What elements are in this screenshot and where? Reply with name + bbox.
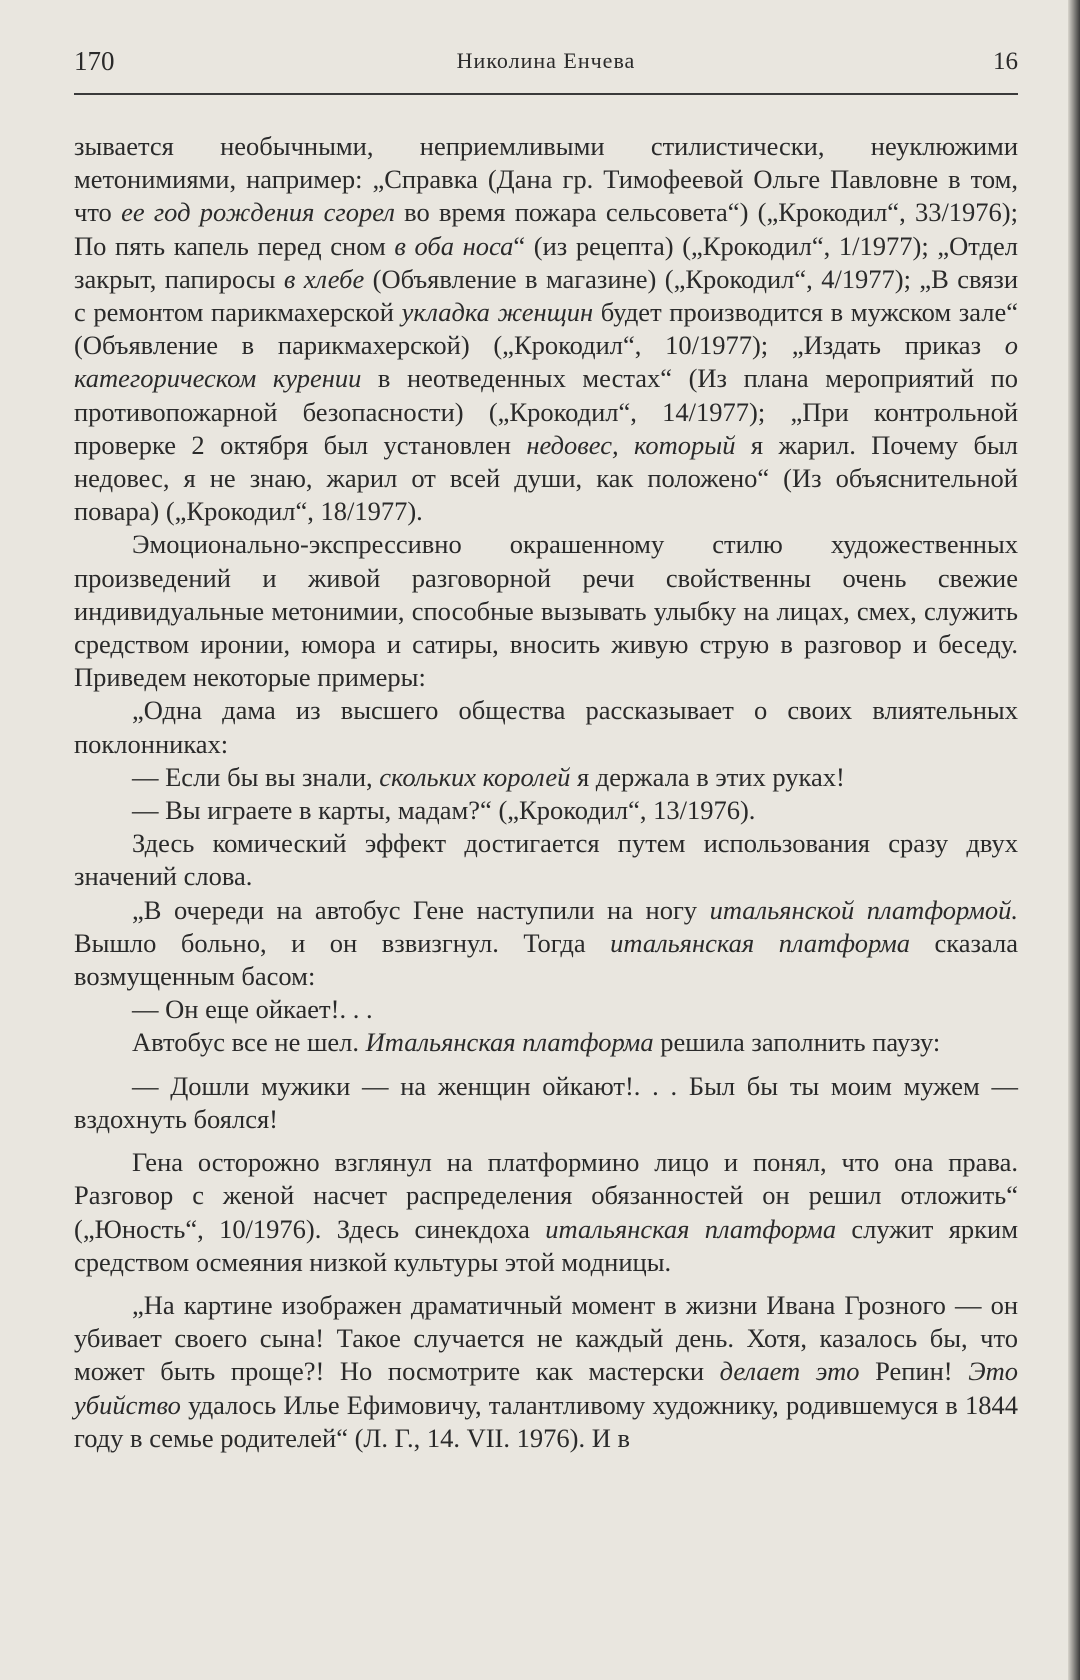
paragraph-p1 [74,130,1018,528]
text-run: во время пожара сельсовета“) („Крокодил“, 33/1976); По пять капель перед сном [74,197,1018,261]
text-run: Гена осторожно взглянул на платформино лицо и понял, что она права. Разговор с женой насчет распределения обязанностей он решил отложить“ („Юность“, 10/1976). Здесь синекдоха [74,1147,1018,1244]
text-run: — Дошли мужики — на женщин ойкают!. . . Был бы ты моим мужем — вздохнуть боялся! [74,1070,1018,1134]
paragraph-p10 [74,1070,1018,1136]
paragraph-p8 [74,993,1018,1026]
italic-phrase: Это убийство [74,1356,1018,1420]
text-run: — Он еще ойкает!. . . [132,994,373,1025]
italic-phrase: итальянской платформой. [709,894,1019,925]
italic-phrase: о категорическом курении [74,330,1018,394]
text-run: Вышло больно, и он взвизгнул. Тогда [74,927,611,958]
text-run: будет производится в мужском зале“ (Объявление в парикмахерской) („Крокодил“, 10/1977); „Издать приказ [74,297,1018,361]
paragraph-p12 [74,1289,1018,1455]
text-run: зывается необычными, неприемливыми стилистически, неуклюжими метонимиями, например: „Справка (Дана гр. Тимофеевой Ольге Павловне в том, что [74,131,1018,228]
text-run: я жарил. Почему был недовес, я не знаю, жарил от всей души, как положено“ (Из объяснительной повара) („Крокодил“, 18/1977). [74,429,1018,527]
text-run: Здесь комический эффект достигается путем использования сразу двух значений слова. [74,828,1018,892]
text-run: „Одна дама из высшего общества рассказывает о своих влиятельных поклонниках: [74,695,1018,759]
body-text [74,130,1018,1455]
italic-phrase: укладка женщин [401,297,594,328]
italic-phrase: скольких королей [379,761,571,792]
text-run: удалось Илье Ефимовичу, талантливому художнику, родившемуся в 1844 году в семье родителей“ (Л. Г., 14. VII. 1976). И в [74,1389,1018,1453]
italic-phrase: ее год рождения сгорел [121,197,395,228]
text-run: решила заполнить паузу: [653,1027,941,1058]
header-rule [74,93,1018,95]
text-run: я держала в этих руках! [570,761,845,792]
text-run: в неотведенных местах“ (Из плана мероприятий по противопожарной безопасности) („Крокодил“, 14/1977); „При контрольной проверке 2 октября был установлен [74,363,1018,460]
paragraph-p9 [74,1026,1018,1059]
text-run: Автобус все не шел. [132,1027,366,1058]
paragraph-p7 [74,894,1018,994]
text-run: Репин! [859,1356,969,1387]
book-spine-shadow [1068,0,1080,1680]
text-run: — Вы играете в карты, мадам?“ („Крокодил“, 13/1976). [132,795,756,826]
paragraph-p2 [74,528,1018,694]
text-run: — Если бы вы знали, [132,761,380,792]
italic-phrase: итальянская платформа [545,1213,837,1244]
italic-phrase: делает это [719,1356,860,1387]
text-run: сказала возмущенным басом: [74,927,1018,992]
section-number: 16 [993,48,1018,75]
paragraph-p11 [74,1146,1018,1279]
paragraph-p6 [74,827,1018,893]
running-title: Николина Енчева [456,48,636,73]
text-run: „На картине изображен драматичный момент в жизни Ивана Грозного — он убивает своего сына! Такое случается не каждый день. Хотя, казалось бы, что может быть проще?! Но посмотрите как мастерски [74,1289,1018,1387]
text-run: (Объявление в магазине) („Крокодил“, 4/1977); „В связи с ремонтом парикмахерской [74,263,1019,328]
italic-phrase: в оба носа [394,230,514,261]
text-run: „В очереди на автобус Гене наступили на ногу [132,894,710,925]
paragraph-p3 [74,694,1018,760]
text-run: служит ярким средством осмеяния низкой культуры этой модницы. [74,1213,1018,1277]
paragraph-p5 [74,794,1018,827]
text-run: Эмоционально-экспрессивно окрашенному стилю художественных произведений и живой разговорной речи свойственны очень свежие индивидуальные метонимии, способные вызывать улыбку на лицах, смех, служить средством иронии, юмора и сатиры, вносить живую струю в разговор и беседу. Приведем некоторые примеры: [74,529,1018,693]
italic-phrase: Итальянская платформа [365,1027,654,1058]
italic-phrase: итальянская платформа [610,927,911,958]
page-number: 170 [74,46,115,76]
text-run: “ (из рецепта) („Крокодил“, 1/1977); „Отдел закрыт, папиросы [74,230,1018,294]
italic-phrase: в хлебе [283,263,365,294]
italic-phrase: недовес, который [526,429,736,460]
running-header [74,46,1018,86]
paragraph-p4 [74,761,1018,794]
